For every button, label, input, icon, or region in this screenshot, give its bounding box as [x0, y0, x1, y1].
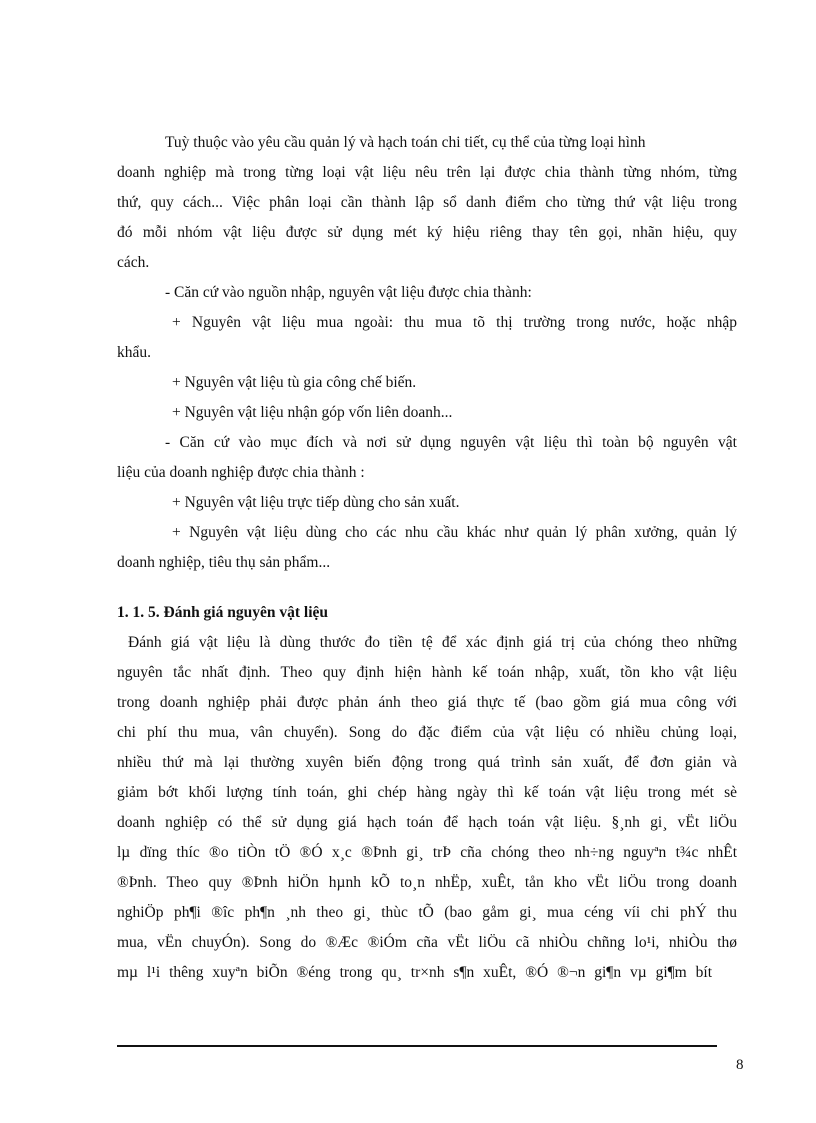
footer-rule — [117, 1045, 717, 1047]
list-item: khẩu. — [117, 344, 152, 361]
list-item: - Căn cứ vào mục đích và nơi sử dụng nguyên vật liệu thì toàn bộ nguyên vật — [165, 434, 737, 451]
paragraph-line: ®Þnh. Theo quy ®Þnh hiÖn hµnh kÕ to¸n nhËp, xuÊt, tån kho vËt liÖu trong doanh — [117, 874, 737, 891]
list-item: + Nguyên vật liệu trực tiếp dùng cho sản xuất. — [172, 494, 460, 511]
paragraph-line: doanh nghiệp mà trong từng loại vật liệu nêu trên lại được chia thành từng nhóm, từng — [117, 164, 737, 181]
paragraph-line: nguyên tắc nhất định. Theo quy định hiện hành kế toán nhập, xuất, tồn kho vật liệu — [117, 664, 737, 681]
paragraph-line: mua, vËn chuyÓn). Song do ®Æc ®iÓm cña vËt liÖu cã nhiÒu chñng lo¹i, nhiÒu thø — [117, 934, 737, 951]
paragraph-line: Đánh giá vật liệu là dùng thước đo tiền tệ để xác định giá trị của chóng theo những — [128, 634, 737, 651]
paragraph-line: mµ l¹i thêng xuyªn biÕn ®éng trong qu¸ tr×nh s¶n xuÊt, ®Ó ®¬n gi¶n vµ gi¶m bít — [117, 964, 712, 981]
list-item: doanh nghiệp, tiêu thụ sản phẩm... — [117, 554, 331, 571]
paragraph-line: nghiÖp ph¶i ®îc ph¶n ¸nh theo gi¸ thùc tÕ (bao gåm gi¸ mua céng víi chi phÝ thu — [117, 904, 737, 921]
paragraph-line: nhiều thứ mà lại thường xuyên biến động trong quá trình sản xuất, để đơn giản và — [117, 754, 737, 771]
section-heading: 1. 1. 5. Đánh giá nguyên vật liệu — [117, 604, 329, 621]
list-item: + Nguyên vật liệu tù gia công chế biến. — [172, 374, 417, 391]
paragraph-line: giảm bớt khối lượng tính toán, ghi chép hàng ngày thì kế toán vật liệu trong mét sè — [117, 784, 737, 801]
paragraph-line: lµ dïng thíc ®o tiÒn tÖ ®Ó x¸c ®Þnh gi¸ trÞ cña chóng theo nh÷ng nguyªn t¾c nhÊt — [117, 844, 737, 861]
list-item: + Nguyên vật liệu dùng cho các nhu cầu khác như quản lý phân xưởng, quản lý — [172, 524, 737, 541]
paragraph-line: đó mỗi nhóm vật liệu được sử dụng mét ký hiệu riêng thay tên gọi, nhãn hiệu, quy — [117, 224, 737, 241]
paragraph-line: trong doanh nghiệp phải được phản ánh theo giá thực tế (bao gồm giá mua công với — [117, 694, 737, 711]
list-item: + Nguyên vật liệu nhận góp vốn liên doanh... — [172, 404, 453, 421]
paragraph-line: Tuỳ thuộc vào yêu cầu quản lý và hạch toán chi tiết, cụ thể của từng loại hình — [165, 134, 646, 151]
paragraph-line: chi phí thu mua, vân chuyển). Song do đặc điểm của vật liệu có nhiều chủng loại, — [117, 724, 737, 741]
list-item: + Nguyên vật liệu mua ngoài: thu mua tõ thị trường trong nước, hoặc nhập — [172, 314, 737, 331]
page-number: 8 — [736, 1057, 744, 1073]
paragraph-line: cách. — [117, 254, 150, 271]
paragraph-line: thứ, quy cách... Việc phân loại cần thành lập sổ danh điểm cho từng thứ vật liệu trong — [117, 194, 737, 211]
list-item: liệu của doanh nghiệp được chia thành : — [117, 464, 365, 481]
list-item: - Căn cứ vào nguồn nhập, nguyên vật liệu được chia thành: — [165, 284, 532, 301]
paragraph-line: doanh nghiệp có thể sử dụng giá hạch toán để hạch toán vật liệu. §¸nh gi¸ vËt liÖu — [117, 814, 737, 831]
